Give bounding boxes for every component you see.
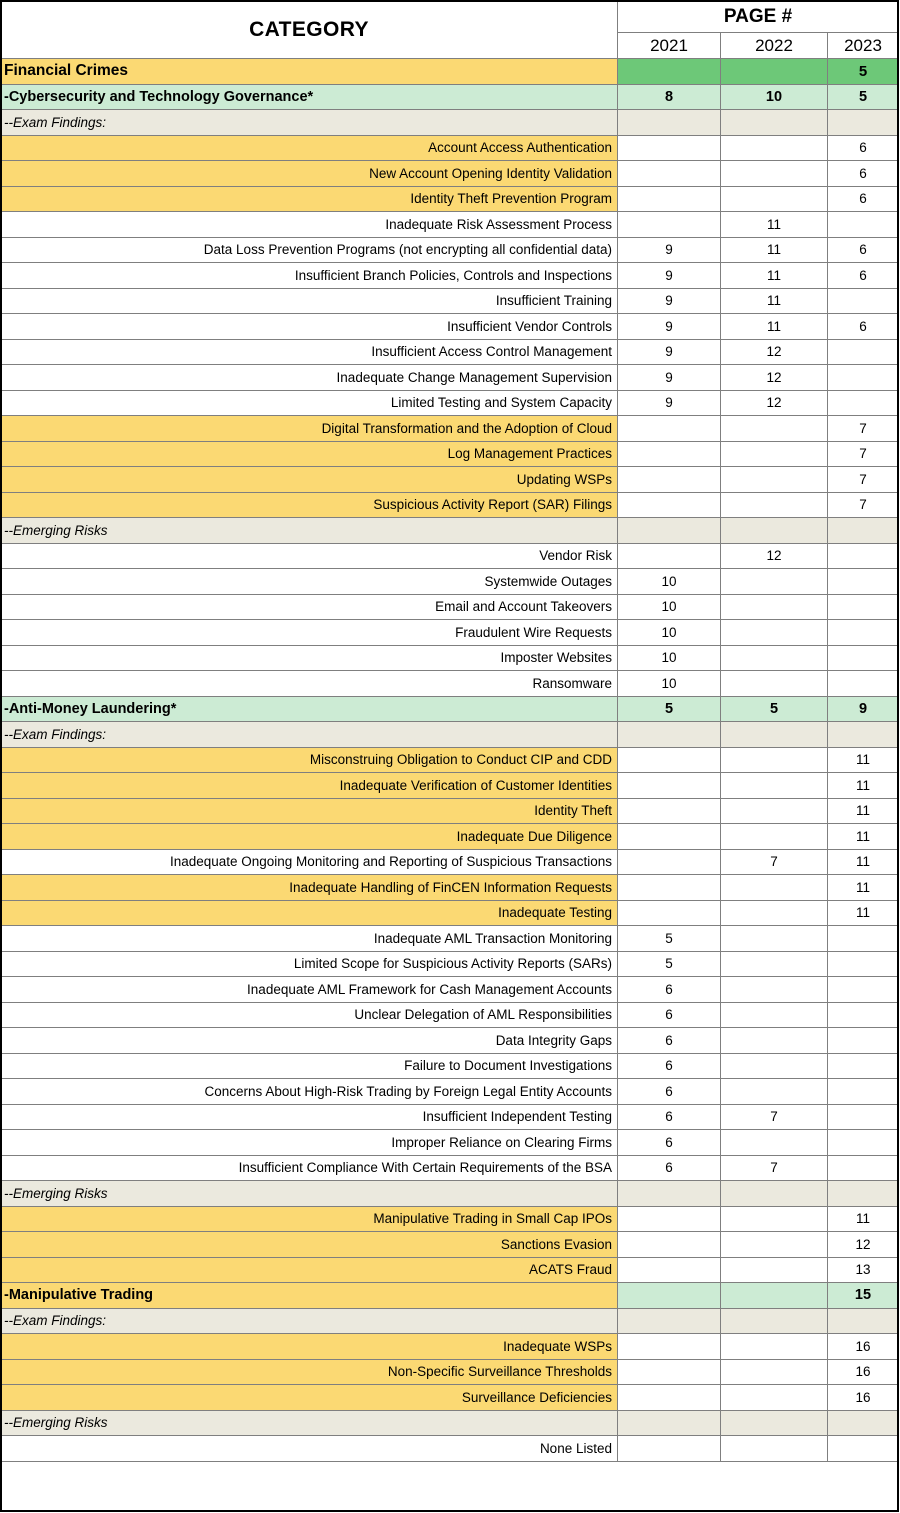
page-number-2022: 7 [721, 1155, 828, 1181]
row-label: --Exam Findings: [1, 722, 618, 748]
table-row [1, 543, 899, 569]
page-number-2023: 7 [828, 416, 899, 442]
page-number-2023 [828, 1130, 899, 1156]
page-number-2022 [721, 1181, 828, 1207]
page-number-2021 [618, 1359, 721, 1385]
page-number-2023 [828, 543, 899, 569]
table-row [1, 722, 899, 748]
table-row [1, 1359, 899, 1385]
row-label: Non-Specific Surveillance Thresholds [1, 1359, 618, 1385]
page-number-2022 [721, 951, 828, 977]
table-row [1, 416, 899, 442]
page-number-2021 [618, 59, 721, 85]
table-row [1, 263, 899, 289]
page-number-2023 [828, 1308, 899, 1334]
table-row [1, 212, 899, 238]
page-number-2022: 7 [721, 849, 828, 875]
page-number-2023 [828, 1053, 899, 1079]
page-number-2022 [721, 569, 828, 595]
table-row [1, 900, 899, 926]
table-row [1, 951, 899, 977]
page-number-2021: 6 [618, 1155, 721, 1181]
page-number-2021 [618, 875, 721, 901]
page-number-2021 [618, 492, 721, 518]
page-number-2021: 10 [618, 569, 721, 595]
row-label: Data Integrity Gaps [1, 1028, 618, 1054]
page-number-2021 [618, 1385, 721, 1411]
page-number-2023: 5 [828, 59, 899, 85]
table-row [1, 926, 899, 952]
page-number-2022 [721, 1257, 828, 1283]
page-number-2022 [721, 518, 828, 544]
table-body [1, 59, 899, 1462]
page-number-2021 [618, 441, 721, 467]
page-number-2023: 6 [828, 161, 899, 187]
page-number-2022 [721, 1206, 828, 1232]
page-number-2023: 11 [828, 875, 899, 901]
page-number-2023 [828, 645, 899, 671]
page-number-2022 [721, 1436, 828, 1462]
page-number-2022 [721, 1028, 828, 1054]
page-number-2023: 6 [828, 186, 899, 212]
page-number-2022 [721, 645, 828, 671]
table-row [1, 645, 899, 671]
page-number-2023: 16 [828, 1334, 899, 1360]
row-label: Inadequate Handling of FinCEN Information Requests [1, 875, 618, 901]
table-row [1, 1181, 899, 1207]
page-number-2021 [618, 900, 721, 926]
row-label: Improper Reliance on Clearing Firms [1, 1130, 618, 1156]
table-row [1, 135, 899, 161]
page-number-2021 [618, 161, 721, 187]
page-number-2021 [618, 110, 721, 136]
page-number-2022 [721, 1053, 828, 1079]
table-row [1, 875, 899, 901]
page-number-2021: 9 [618, 339, 721, 365]
table-row [1, 1079, 899, 1105]
page-number-2022 [721, 441, 828, 467]
table-row [1, 110, 899, 136]
table-row [1, 288, 899, 314]
row-label: Updating WSPs [1, 467, 618, 493]
table-row [1, 1308, 899, 1334]
page-number-2021 [618, 1308, 721, 1334]
row-label: Surveillance Deficiencies [1, 1385, 618, 1411]
page-number-2022 [721, 135, 828, 161]
row-label: Systemwide Outages [1, 569, 618, 595]
row-label: Failure to Document Investigations [1, 1053, 618, 1079]
page-number-2021: 6 [618, 977, 721, 1003]
row-label: Insufficient Training [1, 288, 618, 314]
column-header-page-group: PAGE # [618, 1, 899, 33]
page-number-2022 [721, 1410, 828, 1436]
table-row [1, 492, 899, 518]
page-number-2022 [721, 1232, 828, 1258]
table-row [1, 1104, 899, 1130]
page-number-2022 [721, 875, 828, 901]
page-number-2023 [828, 288, 899, 314]
page-number-2021 [618, 1257, 721, 1283]
table-row [1, 161, 899, 187]
page-number-2022 [721, 798, 828, 824]
row-label: Digital Transformation and the Adoption of Cloud [1, 416, 618, 442]
page-number-2021 [618, 747, 721, 773]
page-number-2023 [828, 339, 899, 365]
page-number-2021: 6 [618, 1053, 721, 1079]
page-number-2021: 6 [618, 1002, 721, 1028]
page-number-2023 [828, 1181, 899, 1207]
page-number-2021: 6 [618, 1028, 721, 1054]
table-row [1, 237, 899, 263]
page-number-2021: 10 [618, 620, 721, 646]
table-row [1, 1206, 899, 1232]
page-number-2021 [618, 1436, 721, 1462]
page-number-2023: 7 [828, 492, 899, 518]
page-number-2021: 5 [618, 951, 721, 977]
row-label: Inadequate AML Framework for Cash Management Accounts [1, 977, 618, 1003]
row-label: Inadequate Risk Assessment Process [1, 212, 618, 238]
page-number-2021 [618, 849, 721, 875]
page-number-2022 [721, 594, 828, 620]
row-label: --Emerging Risks [1, 518, 618, 544]
row-label: Inadequate Ongoing Monitoring and Reporting of Suspicious Transactions [1, 849, 618, 875]
page-number-2023: 9 [828, 696, 899, 722]
page-number-2021 [618, 1334, 721, 1360]
page-number-2021: 10 [618, 671, 721, 697]
row-label: Insufficient Independent Testing [1, 1104, 618, 1130]
page-number-2023 [828, 1104, 899, 1130]
row-label: Limited Scope for Suspicious Activity Reports (SARs) [1, 951, 618, 977]
page-number-2023 [828, 365, 899, 391]
page-number-2021 [618, 135, 721, 161]
table-row [1, 620, 899, 646]
page-number-2023 [828, 569, 899, 595]
row-label: Inadequate Verification of Customer Identities [1, 773, 618, 799]
page-number-2022 [721, 1002, 828, 1028]
table-row [1, 671, 899, 697]
row-label: Data Loss Prevention Programs (not encrypting all confidential data) [1, 237, 618, 263]
row-label: Suspicious Activity Report (SAR) Filings [1, 492, 618, 518]
page-number-2022: 12 [721, 365, 828, 391]
page-number-2021 [618, 518, 721, 544]
table-row [1, 390, 899, 416]
table-row [1, 1257, 899, 1283]
page-number-2023 [828, 722, 899, 748]
table-row [1, 1283, 899, 1309]
table-row [1, 1334, 899, 1360]
page-number-2021: 8 [618, 84, 721, 110]
table-row [1, 849, 899, 875]
page-number-2022 [721, 1385, 828, 1411]
page-number-2022: 5 [721, 696, 828, 722]
table-row [1, 594, 899, 620]
page-number-2023 [828, 1410, 899, 1436]
page-number-2021: 9 [618, 390, 721, 416]
row-label: Identity Theft [1, 798, 618, 824]
table-row [1, 798, 899, 824]
page-number-2022 [721, 773, 828, 799]
row-label: --Exam Findings: [1, 110, 618, 136]
page-number-2021 [618, 186, 721, 212]
row-label: --Emerging Risks [1, 1181, 618, 1207]
table-row [1, 977, 899, 1003]
page-number-2021 [618, 722, 721, 748]
row-label: Misconstruing Obligation to Conduct CIP and CDD [1, 747, 618, 773]
row-label: Unclear Delegation of AML Responsibilities [1, 1002, 618, 1028]
row-label: Email and Account Takeovers [1, 594, 618, 620]
page-number-2022 [721, 492, 828, 518]
page-number-2021: 9 [618, 237, 721, 263]
page-number-2021 [618, 1206, 721, 1232]
page-number-2021 [618, 543, 721, 569]
page-number-2023 [828, 110, 899, 136]
page-number-2023 [828, 671, 899, 697]
row-label: Concerns About High-Risk Trading by Foreign Legal Entity Accounts [1, 1079, 618, 1105]
page-number-2021: 9 [618, 288, 721, 314]
page-number-2023: 7 [828, 441, 899, 467]
row-label: -Cybersecurity and Technology Governance* [1, 84, 618, 110]
page-number-2023 [828, 1079, 899, 1105]
page-number-2023: 11 [828, 798, 899, 824]
row-label: Financial Crimes [1, 59, 618, 85]
page-number-2022 [721, 926, 828, 952]
table-row [1, 1436, 899, 1462]
table-header [1, 1, 899, 59]
table-row [1, 84, 899, 110]
page-number-2023: 6 [828, 135, 899, 161]
table-row [1, 467, 899, 493]
row-label: --Exam Findings: [1, 1308, 618, 1334]
page-number-2023: 11 [828, 773, 899, 799]
row-label: New Account Opening Identity Validation [1, 161, 618, 187]
row-label: Insufficient Compliance With Certain Requirements of the BSA [1, 1155, 618, 1181]
table-row [1, 186, 899, 212]
table-row [1, 773, 899, 799]
page-number-2023: 11 [828, 1206, 899, 1232]
table-row [1, 696, 899, 722]
page-number-2023: 13 [828, 1257, 899, 1283]
table-row [1, 1028, 899, 1054]
page-number-2023: 12 [828, 1232, 899, 1258]
table-row [1, 441, 899, 467]
page-number-2021: 6 [618, 1104, 721, 1130]
row-label: Inadequate AML Transaction Monitoring [1, 926, 618, 952]
page-number-2022 [721, 1334, 828, 1360]
page-number-2023: 16 [828, 1385, 899, 1411]
page-number-2023: 7 [828, 467, 899, 493]
page-number-2023 [828, 390, 899, 416]
page-number-2021: 9 [618, 314, 721, 340]
row-label: Ransomware [1, 671, 618, 697]
page-number-2021 [618, 824, 721, 850]
page-number-2022 [721, 161, 828, 187]
row-label: Account Access Authentication [1, 135, 618, 161]
page-number-2023: 11 [828, 900, 899, 926]
page-number-2022: 11 [721, 263, 828, 289]
table-row [1, 747, 899, 773]
page-number-2022 [721, 416, 828, 442]
row-label: Imposter Websites [1, 645, 618, 671]
row-label: Log Management Practices [1, 441, 618, 467]
page-number-2021 [618, 212, 721, 238]
page-number-2023 [828, 1002, 899, 1028]
table-row [1, 1002, 899, 1028]
page-number-2021: 10 [618, 645, 721, 671]
row-label: Fraudulent Wire Requests [1, 620, 618, 646]
page-number-2022: 12 [721, 543, 828, 569]
row-label: -Anti-Money Laundering* [1, 696, 618, 722]
page-number-2021: 5 [618, 926, 721, 952]
page-number-2022 [721, 671, 828, 697]
page-number-2021: 10 [618, 594, 721, 620]
page-number-2021 [618, 467, 721, 493]
page-number-2022 [721, 59, 828, 85]
page-number-2023 [828, 518, 899, 544]
table-row [1, 824, 899, 850]
table-row [1, 59, 899, 85]
row-label: Inadequate Due Diligence [1, 824, 618, 850]
row-label: Sanctions Evasion [1, 1232, 618, 1258]
page-number-2022: 11 [721, 288, 828, 314]
page-number-2022 [721, 824, 828, 850]
column-header-year-2021: 2021 [618, 33, 721, 59]
page-number-2023 [828, 977, 899, 1003]
row-label: Insufficient Vendor Controls [1, 314, 618, 340]
page-number-2023: 15 [828, 1283, 899, 1309]
row-label: Insufficient Access Control Management [1, 339, 618, 365]
table-row [1, 1385, 899, 1411]
page-number-2023: 11 [828, 747, 899, 773]
column-header-category: CATEGORY [1, 1, 618, 59]
page-number-2023 [828, 951, 899, 977]
row-label: Identity Theft Prevention Program [1, 186, 618, 212]
table-row [1, 1130, 899, 1156]
row-label: --Emerging Risks [1, 1410, 618, 1436]
table-row [1, 518, 899, 544]
table-row [1, 365, 899, 391]
page-number-2022 [721, 747, 828, 773]
page-number-2023: 11 [828, 824, 899, 850]
row-label: None Listed [1, 1436, 618, 1462]
table-row [1, 1410, 899, 1436]
table-row [1, 569, 899, 595]
page-number-2021: 9 [618, 263, 721, 289]
page-number-2023: 16 [828, 1359, 899, 1385]
row-label: Inadequate Testing [1, 900, 618, 926]
page-number-2022 [721, 722, 828, 748]
page-number-2023: 6 [828, 314, 899, 340]
page-number-2021: 9 [618, 365, 721, 391]
column-header-year-2022: 2022 [721, 33, 828, 59]
page-number-2021: 5 [618, 696, 721, 722]
page-number-2022: 12 [721, 339, 828, 365]
page-number-2022 [721, 110, 828, 136]
page-number-2022: 11 [721, 237, 828, 263]
page-number-2022 [721, 467, 828, 493]
page-number-2022 [721, 620, 828, 646]
column-header-year-2023: 2023 [828, 33, 899, 59]
row-label: Insufficient Branch Policies, Controls and Inspections [1, 263, 618, 289]
page-number-2021 [618, 773, 721, 799]
page-number-2023 [828, 1436, 899, 1462]
page-number-2021: 6 [618, 1079, 721, 1105]
page-number-2022 [721, 1359, 828, 1385]
header-row-top [1, 1, 899, 33]
row-label: ACATS Fraud [1, 1257, 618, 1283]
page-number-2021 [618, 1181, 721, 1207]
page-number-2023 [828, 212, 899, 238]
page-number-2022 [721, 1308, 828, 1334]
page-number-2021 [618, 1232, 721, 1258]
page-number-2021 [618, 416, 721, 442]
row-label: -Manipulative Trading [1, 1283, 618, 1309]
page-number-2022 [721, 1079, 828, 1105]
page-number-2022 [721, 1130, 828, 1156]
page-number-2023 [828, 926, 899, 952]
page-number-2022: 12 [721, 390, 828, 416]
page-number-2023: 6 [828, 237, 899, 263]
row-label: Manipulative Trading in Small Cap IPOs [1, 1206, 618, 1232]
page-number-2022 [721, 977, 828, 1003]
row-label: Vendor Risk [1, 543, 618, 569]
page-number-2021 [618, 1283, 721, 1309]
page-number-2022 [721, 1283, 828, 1309]
table-row [1, 339, 899, 365]
page-number-2022 [721, 186, 828, 212]
page-number-2023: 6 [828, 263, 899, 289]
page-number-2022 [721, 900, 828, 926]
page-number-2023 [828, 1028, 899, 1054]
page-number-2023 [828, 1155, 899, 1181]
table-row [1, 314, 899, 340]
page-number-2023 [828, 620, 899, 646]
page-number-2021 [618, 1410, 721, 1436]
page-number-2023: 5 [828, 84, 899, 110]
table-row [1, 1053, 899, 1079]
page-number-2022: 11 [721, 212, 828, 238]
page-number-2021: 6 [618, 1130, 721, 1156]
page-number-2022: 10 [721, 84, 828, 110]
row-label: Inadequate Change Management Supervision [1, 365, 618, 391]
table-row [1, 1232, 899, 1258]
table-row [1, 1155, 899, 1181]
page-number-2023 [828, 594, 899, 620]
row-label: Limited Testing and System Capacity [1, 390, 618, 416]
page-number-2021 [618, 798, 721, 824]
page-number-2022: 7 [721, 1104, 828, 1130]
page-number-2022: 11 [721, 314, 828, 340]
row-label: Inadequate WSPs [1, 1334, 618, 1360]
page-number-2023: 11 [828, 849, 899, 875]
